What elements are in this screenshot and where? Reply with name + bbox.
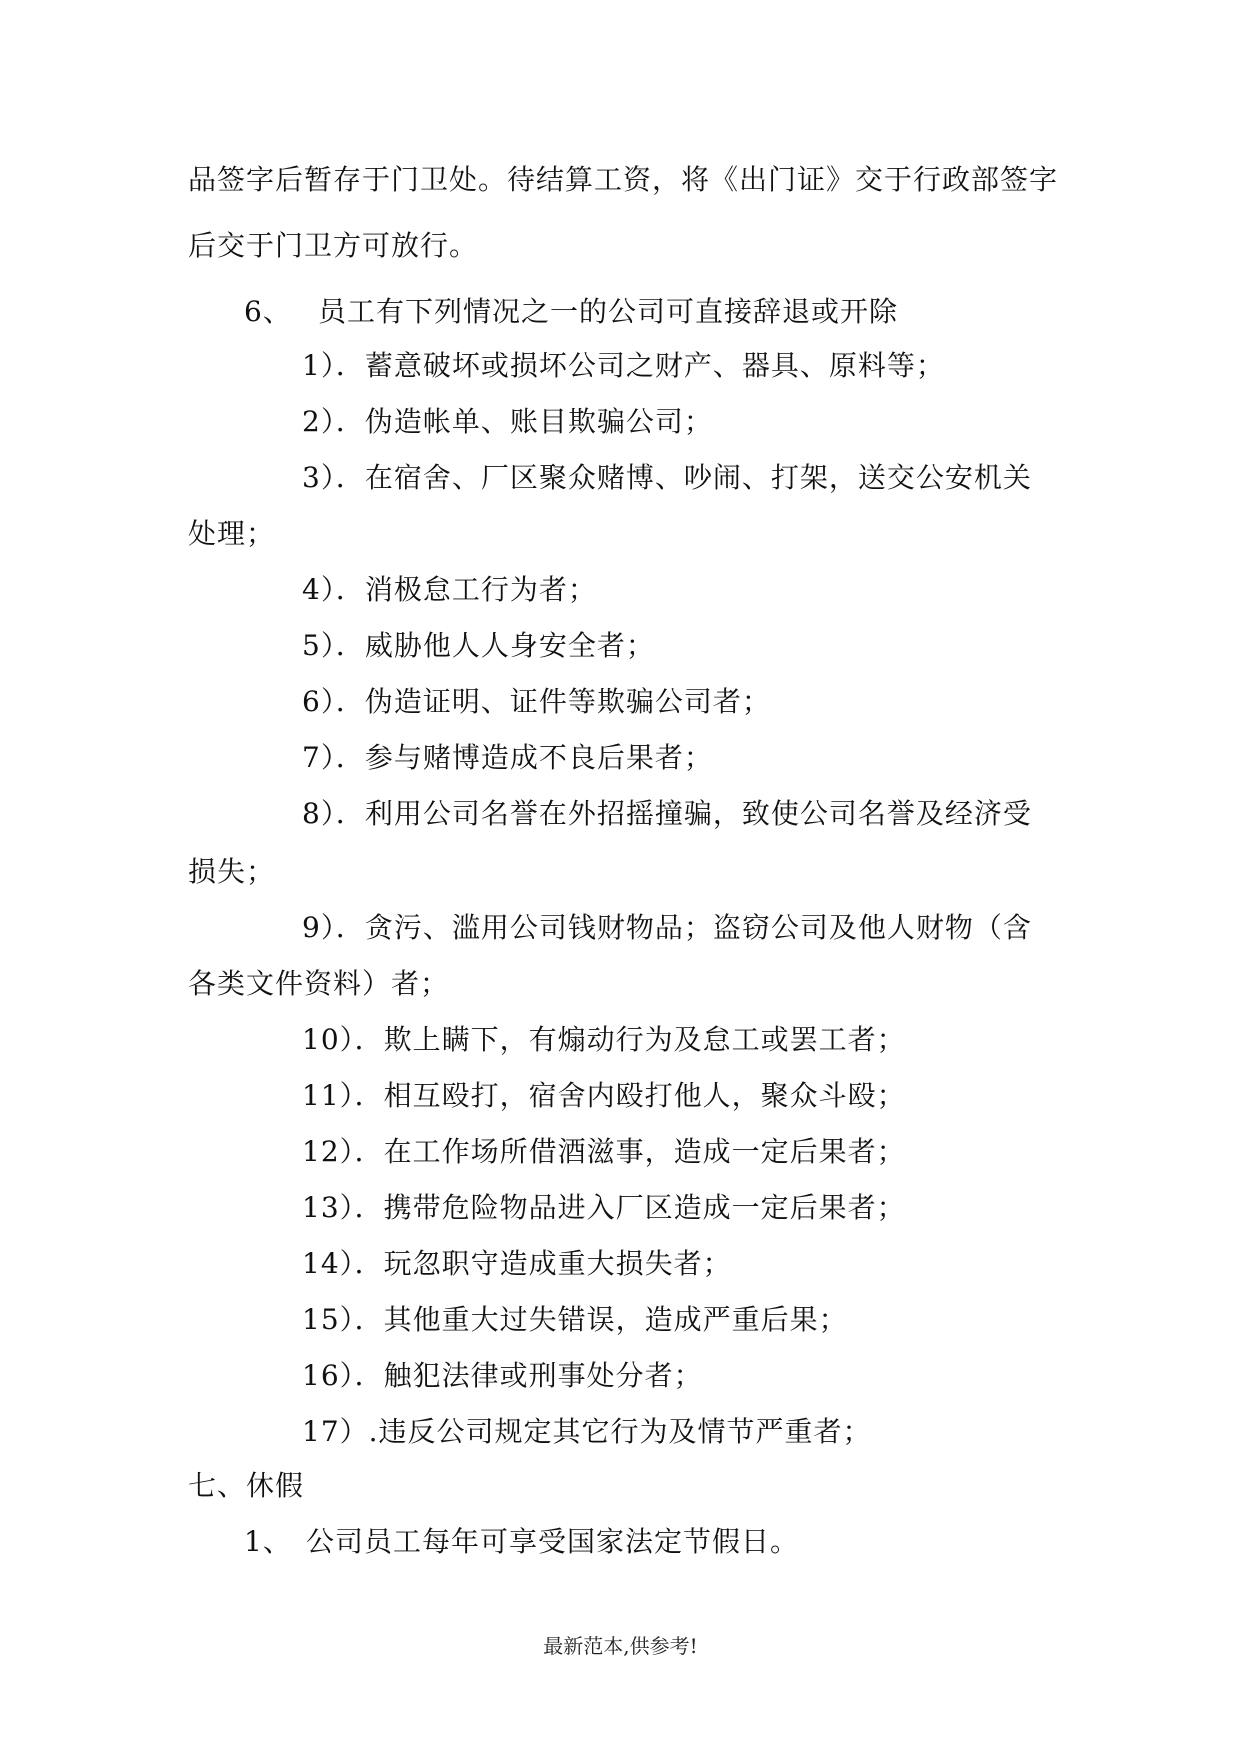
list-item-text: 在工作场所借酒滋事，造成一定后果者； <box>383 1135 906 1168</box>
list-item-number: 13）． <box>302 1191 384 1224</box>
list-item <box>302 1132 906 1172</box>
list-item <box>302 682 771 722</box>
list-item-number: 1）． <box>302 349 365 382</box>
list-item-number: 14）． <box>302 1247 384 1280</box>
list-item <box>302 346 945 386</box>
list-item-text: 蓄意破坏或损坏公司之财产、器具、原料等； <box>364 349 945 382</box>
list-item-number: 3）． <box>302 461 365 494</box>
list-item-number: 4）． <box>302 573 365 606</box>
list-item-number: 10）． <box>302 1023 384 1056</box>
list-item <box>302 626 655 666</box>
section7-item-number: 1、 <box>244 1525 292 1558</box>
section7-heading: 七、休假 <box>188 1469 305 1502</box>
list-item <box>302 1300 848 1340</box>
list-item-text: 伪造帐单、账目欺骗公司； <box>364 405 713 438</box>
intro-line-1: 品签字后暂存于门卫处。待结算工资，将《出门证》交于行政部签字 <box>188 163 1059 196</box>
list-item-number: 12）． <box>302 1135 384 1168</box>
list-item-text: 参与赌博造成不良后果者； <box>364 741 713 774</box>
list-item-number: 15）． <box>302 1303 384 1336</box>
list-item-continuation: 处理； <box>188 517 276 550</box>
list-item <box>302 1412 872 1452</box>
list-item-number: 6）． <box>302 685 365 718</box>
section6-heading-row <box>244 292 898 332</box>
list-item <box>302 908 1032 948</box>
list-item-text: 伪造证明、证件等欺骗公司者； <box>364 685 771 718</box>
list-item <box>302 1188 906 1228</box>
list-item-text: 消极怠工行为者； <box>364 573 597 606</box>
list-item-text: 欺上瞒下，有煽动行为及怠工或罢工者； <box>383 1023 906 1056</box>
list-item-number: 17）. <box>302 1415 379 1448</box>
list-item-number: 11）． <box>302 1079 384 1112</box>
list-item <box>302 1020 906 1060</box>
list-item <box>302 1076 906 1116</box>
list-item-text: 利用公司名誉在外招摇撞骗，致使公司名誉及经济受 <box>364 797 1032 830</box>
list-item-text: 相互殴打，宿舍内殴打他人，聚众斗殴； <box>383 1079 906 1112</box>
list-item-continuation: 各类文件资料）者； <box>188 967 450 1000</box>
list-item-text: 威胁他人人身安全者； <box>364 629 655 662</box>
list-item <box>302 738 713 778</box>
list-item <box>302 458 1032 498</box>
list-item-text: 其他重大过失错误，造成严重后果； <box>383 1303 848 1336</box>
section7-item-text: 公司员工每年可享受国家法定节假日。 <box>306 1525 800 1558</box>
intro-line-2: 后交于门卫方可放行。 <box>188 229 479 262</box>
list-item-number: 2）． <box>302 405 365 438</box>
section7-item-row <box>244 1522 799 1562</box>
list-item <box>302 1356 703 1396</box>
list-item <box>302 1244 732 1284</box>
list-item-continuation: 损失； <box>188 855 276 888</box>
page-footer: 最新范本,供参考! <box>543 1634 698 1658</box>
list-item-text: 携带危险物品进入厂区造成一定后果者； <box>383 1191 906 1224</box>
list-item-text: 贪污、滥用公司钱财物品；盗窃公司及他人财物（含 <box>364 911 1032 944</box>
list-item-text: 触犯法律或刑事处分者； <box>383 1359 703 1392</box>
list-item-text: 玩忽职守造成重大损失者； <box>383 1247 732 1280</box>
list-item-number: 7）． <box>302 741 365 774</box>
list-item-number: 9）． <box>302 911 365 944</box>
list-item <box>302 794 1032 834</box>
list-item-text: 违反公司规定其它行为及情节严重者； <box>378 1415 872 1448</box>
list-item-number: 16）． <box>302 1359 384 1392</box>
list-item-number: 5）． <box>302 629 365 662</box>
list-item-text: 在宿舍、厂区聚众赌博、吵闹、打架，送交公安机关 <box>364 461 1032 494</box>
section6-heading: 员工有下列情况之一的公司可直接辞退或开除 <box>318 295 899 328</box>
section6-number: 6、 <box>244 295 292 328</box>
list-item-number: 8）． <box>302 797 365 830</box>
list-item <box>302 570 597 610</box>
list-item <box>302 402 713 442</box>
